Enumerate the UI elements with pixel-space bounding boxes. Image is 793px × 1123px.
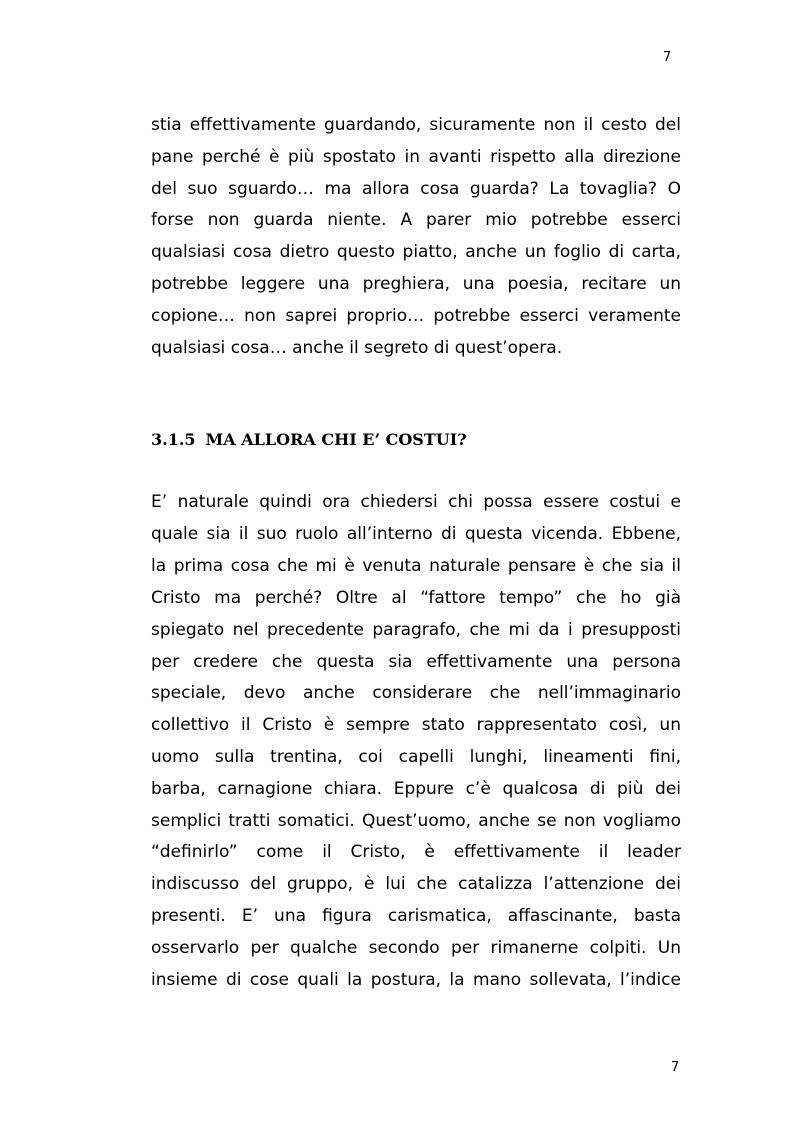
paragraph-2-line-7: speciale, devo anche considerare che nell’immaginario [151,683,681,703]
paragraph-2-line-9: uomo sulla trentina, coi capelli lunghi, lineamenti fini, [151,747,681,767]
paragraph-1-line-2: pane perché è più spostato in avanti rispetto alla direzione [151,147,681,167]
paragraph-2-line-4: Cristo ma perché? Oltre al “fattore tempo” che ho già [151,588,681,608]
paragraph-2-line-11: semplici tratti somatici. Quest’uomo, anche se non vogliamo [151,811,681,831]
section-number: 3.1.5 [151,430,196,449]
paragraph-2-line-8: collettivo il Cristo è sempre stato rappresentato così, un [151,715,681,735]
paragraph-2-line-14: presenti. E’ una figura carismatica, affascinante, basta [151,906,681,926]
paragraph-2-line-2: quale sia il suo ruolo all’interno di questa vicenda. Ebbene, [151,524,681,544]
page-number-bottom: 7 [671,1060,680,1075]
paragraph-2-line-12: “definirlo” come il Cristo, è effettivamente il leader [151,842,681,862]
paragraph-1-line-1: stia effettivamente guardando, sicuramente non il cesto del [151,115,681,135]
paragraph-1-line-7: copione… non saprei proprio… potrebbe esserci veramente [151,306,681,326]
page-number-top: 7 [663,50,672,65]
paragraph-2-line-15: osservarlo per qualche secondo per rimanerne colpiti. Un [151,938,681,958]
paragraph-2-line-10: barba, carnagione chiara. Eppure c’è qualcosa di più dei [151,779,681,799]
paragraph-1-line-6: potrebbe leggere una preghiera, una poesia, recitare un [151,274,681,294]
paragraph-2-line-3: la prima cosa che mi è venuta naturale pensare è che sia il [151,556,681,576]
paragraph-2-line-6: per credere che questa sia effettivamente una persona [151,652,681,672]
paragraph-2-line-5: spiegato nel precedente paragrafo, che mi da i presupposti [151,620,681,640]
paragraph-1-line-8: qualsiasi cosa… anche il segreto di quest’opera. [151,338,563,358]
section-heading [151,428,467,452]
paragraph-1-line-5: qualsiasi cosa dietro questo piatto, anche un foglio di carta, [151,242,681,262]
paragraph-2-line-13: indiscusso del gruppo, è lui che catalizza l’attenzione dei [151,874,681,894]
paragraph-1-line-3: del suo sguardo… ma allora cosa guarda? La tovaglia? O [151,179,681,199]
paragraph-2-line-16: insieme di cose quali la postura, la mano sollevata, l’indice [151,970,681,990]
paragraph-1-line-4: forse non guarda niente. A parer mio potrebbe esserci [151,210,681,230]
paragraph-2-line-1: E’ naturale quindi ora chiedersi chi possa essere costui e [151,492,681,512]
section-title: MA ALLORA CHI E’ COSTUI? [205,430,467,449]
